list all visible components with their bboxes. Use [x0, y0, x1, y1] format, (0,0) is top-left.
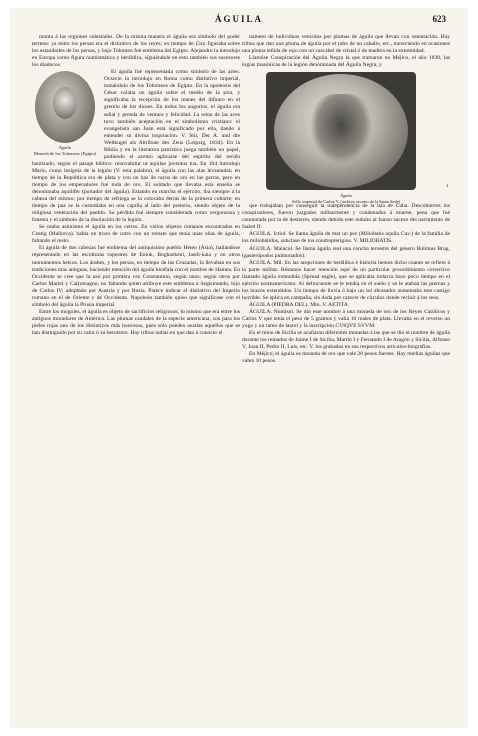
paragraph: Llamóse Conspiración del Águila Negra la que tramaron en Méjico, el año 1830, las logias masónicas de la legión denominada del Águila Negra, y	[242, 55, 450, 69]
paragraph: ÁGUILA (PIEDRA DEL). Min. V. AETITA.	[249, 301, 350, 308]
figure-seal-carlos-v	[242, 72, 450, 205]
page	[10, 8, 468, 728]
paragraph: El águila de dos cabezas fué emblema del antiquísimo pueblo Heteo (Asia), hallándose representado en las esculturas rupestres de Euiuk, Boghazkeui, Iasili-kaia y en otros monumentos hetcos. Los árabes, y los persas, en tiempo de las Cruzadas, la llevaban en sus tradiciones más antiguas, haciendo mención del águila bicéfala con el nombre de Hamea. En Occidente se cree que la usó por primera vez Constantino, según unos; según otros por Carlos Martel y Carlomagno, no faltando quien atribuye este emblema á Segismundo, hijo de Carlos IV; adoptado por Austria y por Rusia. Parece indicar el distintivo del Imperio romano en el de Oriente y de Occidente. Napoleón también quiso que significase con el símbolo del águila la Prusia imperial.	[32, 245, 240, 308]
figure-mark: 4	[446, 183, 448, 189]
right-column	[242, 34, 450, 365]
paragraph: ÁGUILA. Malacol. Se llama águila real una concha terrestre del género Bulimus Brug. (gasterópodos pulmonados).	[242, 245, 450, 259]
caption-text: Moneda de los Tolomeos (Egipto)	[33, 151, 97, 157]
paragraph: monta á las regiones celestiales. De la misma manera el águila era símbolo del poder terreno: ya entre los persas era el distintivo de los reyes; en tiempo de Ciro figuraba sobre los estandartes de los persas, y bajo Tolomeo fué emblema del Egipto. Alejandro la introdujo en Europa como figura numismática y heráldica, siguiéndole en esto también sus sucesores los diadocos.	[32, 34, 240, 69]
figure-caption	[32, 145, 98, 157]
left-column	[32, 34, 240, 337]
paragraph: El águila fué representada como símbolo de las artes. Octavio la introdujo en Roma como distintivo imperial, tomándolo de los Tolomeos de Egipto. En la apoteosis del César volaba un águila sobre el medio de la pira, y significaba la recepción de los manes del difunto en el gremio de los dioses. En todos los augurios, el águila era señal y prenda de ventura y felicidad. La reina de las aves tuvo también aceptación en el simbolismo cristiano: el evangelista san Juan está significado por ella, dando á entender su divina inspiración. V. Stil, Der A. und die Weltkugel als Attribute des Zeus (Leipzig, 1834). En la Biblia y en la literatura patrística juega también un papel, pudiendo el acento aplicarse del espíritu del recién bautizado, según el pasaje bíblico: renovabitur ut aquilae juventus tua. En 104 introdujo Mario, como insignia de la legión (V. esta palabra), el águila con las alas levantadas; en tiempo de la República era de plata y con un haz de rayos de oro en las garras, pero en tiempo de los emperadores fué toda de oro. El soldado que llevaba esta enseña se denominaba aquilifer (portador del águila). Estando en marcha el ejército, iba siempre á la cabeza del mismo; por tiempo de refriega se la colocaba detrás de la primera cohorte; en tiempo de paz se la custodiaba en una capilla al lado del pretorio, siendo objeto de la religiosa veneración del pueblo. Su pérdida fué siempre considerada como vergonzosa y funesta y el símbolo de la disolución de la legión.	[32, 69, 240, 224]
paragraph: que trabajaban por conseguir la independencia de la isla de Cuba. Descubiertos los conspiradores, fueron juzgados militarmente y condenados á muerte, pena que fué conmutada por la de destierro, siendo debido este indulto al fausto suceso del nacimiento de Isabel II.	[242, 203, 450, 231]
caption-text: Sello imperial de Carlos V. (archivo secreto de la Santa Sede)	[292, 199, 400, 205]
paragraph: Entre los mogoles, el águila es objeto de sacrificios religiosos, lo mismo que era entre los antiguos moradores de América. Las plumas caudales de la especie americana, son para los pieles rojas uno de los distintivos más honrosos, pues sólo pueden usarlas aquellos que se han distinguido por su valor ó su heroísmo. Hay tribus indias en que dan á conocer el	[32, 308, 240, 336]
paragraph: ÁGUILA. Numism. Se dió este nombre á una moneda de oro de los Reyes Católicos y Carlos V que tenía el peso de 5 gramos y valía 10 reales de plata. Llevaba en el reverso un yugo y un ramo de laurel y la inscripción CVIQVE SVVM.	[242, 308, 450, 330]
paragraph: número de individuos vencidos por plumas de águila que llevan con ostentación. Hay tribus que dan una pluma de águila por el robo de un caballo, etc., mereciendo en ocasiones una pluma teñida de rojo con un cascabel de cristal ó de madera en la extremidad.	[242, 34, 450, 55]
coin-image	[35, 71, 95, 143]
seal-image	[266, 72, 416, 190]
paragraph: ÁGUILA. Ictiol. Se llama águila de mar un pez (Miliobatis aquila Cuv.) de la familia de los miliobátidos, subclase de los condropterigios. V. MILIOBATIS.	[242, 231, 450, 245]
paragraph: En Méjico, el águila es moneda de oro que vale 20 pesos fuertes. Hay medias águilas que valen 10 pesos.	[242, 351, 450, 365]
page-header	[10, 14, 468, 28]
page-title: ÁGUILA	[214, 14, 263, 24]
figure-coin-tolomeos	[32, 71, 98, 157]
paragraph: En el reino de Sicilia se acuñaron diferentes monedas á las que se dió el nombre de águila durante los reinados de Jaime I de Sicilia, Martín I y Fernando I de Aragón y Sicilia, Alfonso V, Juan II, Pedro II, Luis, etc. V. los grabados en sus respectivos artículos-biografías.	[242, 330, 451, 351]
paragraph: ÁGUILA. Mil. En las acepciones de heráldica é historia hemos dicho cuanto se refiere á la parte militar. Réstanos hacer mención aquí de un particular procedimiento correctivo llamado águila extendida (Spread eagle), que se aplicaba todavía hace poco tiempo en el ejército norteamericano. Al delincuente se le tendía en el suelo y se le ataban las piernas y los brazos extendidos. Un tiempo de lluvia ó bajo un sol abrasador aumentaba este castigo horrible. Se aplica en campaña, sin duda por carecer de círculos donde recluir á los reos.	[242, 259, 450, 301]
caption-title: Águila	[340, 193, 352, 199]
figure-caption	[242, 193, 450, 205]
caption-title: Águila	[58, 145, 72, 151]
paragraph: Se usaba asimismo el águila en los cetros. En varios objetos romanos encontrados en Costig (Mallorca), había un trozo de cetro con un remate que tenía unas uñas de águila, faltando el resto.	[32, 224, 240, 245]
page-number: 623	[432, 14, 446, 24]
